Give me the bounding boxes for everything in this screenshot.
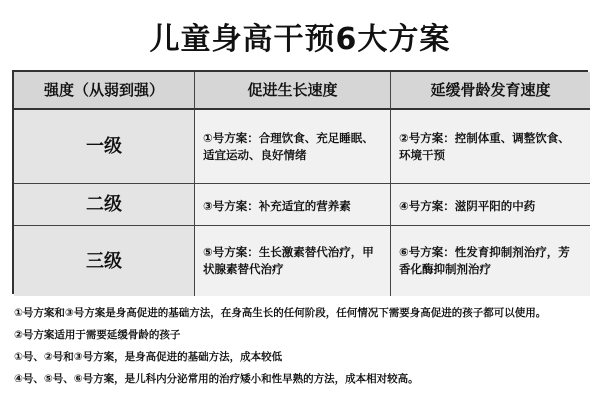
header-intensity: 强度（从弱到强） bbox=[14, 72, 195, 110]
intervention-table bbox=[12, 70, 588, 294]
plan-1: ①号方案：合理饮食、充足睡眠、适宜运动、良好情绪 bbox=[195, 110, 391, 184]
notes-section bbox=[14, 305, 594, 393]
plan-3: ③号方案：补充适宜的营养素 bbox=[195, 184, 391, 226]
plan-4: ④号方案：滋阴平阳的中药 bbox=[391, 184, 590, 226]
header-delay-bone-age: 延缓骨龄发育速度 bbox=[391, 72, 590, 110]
note-2: ②号方案适用于需要延缓骨龄的孩子 bbox=[14, 329, 181, 341]
note-4: ④号、⑤号、⑥号方案，是儿科内分泌常用的治疗矮小和性早熟的方法，成本相对较高。 bbox=[14, 373, 419, 385]
level-3: 三级 bbox=[14, 226, 195, 296]
plan-6: ⑥号方案：性发育抑制剂治疗，芳香化酶抑制剂治疗 bbox=[391, 226, 590, 296]
level-1: 一级 bbox=[14, 110, 195, 184]
page-title: 儿童身高干预6大方案 bbox=[149, 22, 451, 57]
plan-5: ⑤号方案：生长激素替代治疗，甲状腺素替代治疗 bbox=[195, 226, 391, 296]
plan-2: ②号方案：控制体重、调整饮食、环境干预 bbox=[391, 110, 590, 184]
level-2: 二级 bbox=[14, 184, 195, 226]
header-promote-growth: 促进生长速度 bbox=[195, 72, 391, 110]
note-1: ①号方案和③号方案是身高促进的基础方法，在身高生长的任何阶段，任何情况下需要身高促进的孩子都可以使用。 bbox=[14, 307, 547, 319]
note-3: ①号、②号和③号方案，是身高促进的基础方法，成本较低 bbox=[14, 351, 283, 363]
